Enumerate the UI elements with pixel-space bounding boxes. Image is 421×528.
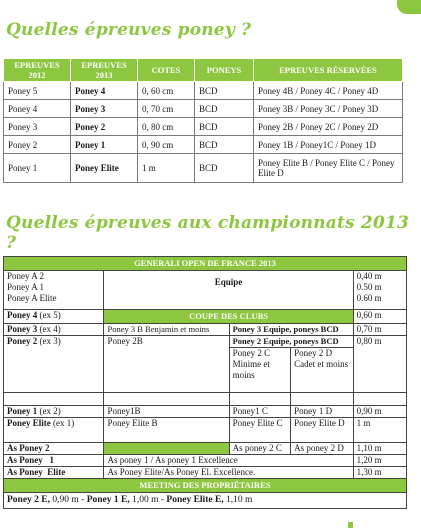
elite-c-cell: Poney Elite C [229, 418, 291, 443]
equipe-cell: Equipe [104, 271, 353, 310]
height-poney3: 0,70 m [353, 324, 406, 336]
cell-reservees: Poney 4B / Poney 4C / Poney 4D [254, 82, 403, 100]
poney2-c-cell: Poney 2 C Minime et moins [229, 348, 291, 393]
label-as-poney1: As Poney 1 [4, 455, 104, 467]
cell-2012: Poney 2 [4, 136, 71, 154]
as-poney1-cell: As poney 1 / As poney 1 Excellence [104, 455, 353, 467]
height-poney4: 0,60 m [353, 310, 406, 324]
cell-reservees: Poney 1B / Poney1C / Poney 1D [254, 136, 403, 154]
spacer-cell [291, 393, 354, 406]
cell-poneys: BCD [195, 82, 254, 100]
height-poney1: 0,90 m [353, 406, 406, 418]
cell-reservees: Poney 3B / Poney 3C / Poney 3D [254, 100, 403, 118]
spacer-cell [353, 393, 406, 406]
header-cotes: COTES [138, 59, 195, 82]
label-note: (ex 1) [53, 418, 75, 428]
poney2-equipe-cell: Poney 2 Equipe, poneys BCD [229, 336, 353, 348]
meeting-poney1: Poney 1 E, [86, 495, 130, 505]
height-as-poney-elite: 1,30 m [353, 467, 406, 479]
cell-2013: Poney 4 [71, 82, 138, 100]
label-text: Poney 4 [7, 310, 38, 320]
cell-cote: 1 m [138, 154, 195, 183]
label-poney2 [4, 336, 104, 393]
meeting-poney-elite: Poney Elite E, [166, 495, 224, 505]
label-poney-a-elite: Poney A Elite [7, 293, 57, 303]
championnats-table [3, 256, 407, 509]
height-as-poney2: 1,10 m [353, 443, 406, 455]
table-row [4, 118, 403, 136]
label-note: (ex 3) [39, 336, 61, 346]
epreuves-poney-table [3, 58, 403, 183]
label-text: Poney Elite [7, 418, 51, 428]
poney2-b-cell: Poney 2B [104, 336, 229, 393]
label-note: (ex 4) [39, 324, 61, 334]
cell-poneys: BCD [195, 100, 254, 118]
section-title-championnats: Quelles épreuves aux championnats 2013 ? [6, 213, 410, 253]
cell-2012: Poney 3 [4, 118, 71, 136]
section-title-epreuves-poney: Quelles épreuves poney ? [6, 20, 252, 40]
label-poney3 [4, 324, 104, 336]
label-poney4 [4, 310, 104, 324]
label-note: (ex 5) [39, 310, 61, 320]
as-poney-elite-cell: As Poney Elite/As Poney El. Excellence. [104, 467, 353, 479]
coupe-des-clubs-banner: COUPE DES CLUBS [104, 310, 353, 324]
table-row [4, 100, 403, 118]
label-text: Poney 1 [7, 406, 38, 416]
cell-poneys: BCD [195, 154, 254, 183]
cell-2013: Poney 2 [71, 118, 138, 136]
label-text: Poney 2 [7, 336, 38, 346]
elite-d-cell: Poney Elite D [291, 418, 354, 443]
meeting-poney2: Poney 2 E, [7, 495, 51, 505]
cell-2012: Poney 5 [4, 82, 71, 100]
meeting-banner: MEETING DES PROPRIÉTAIRES [4, 479, 407, 493]
cell-reservees: Poney Elite B / Poney Elite C / Poney Elite D [254, 154, 403, 183]
table-row [4, 154, 403, 183]
label-as-poney-elite: As Poney Elite [4, 467, 104, 479]
height-as-poney1: 1,20 m [353, 455, 406, 467]
poney1-b-cell: Poney1B [104, 406, 229, 418]
height-elite: 1 m [353, 418, 406, 443]
as-poney2-c-cell: As poney 2 C [229, 443, 291, 455]
as-poney2-green-cell [104, 443, 229, 455]
table-row [4, 82, 403, 100]
cell-cote: 0, 80 cm [138, 118, 195, 136]
open-de-france-banner: GENERALI OPEN DE FRANCE 2013 [4, 257, 407, 271]
equipe-labels-cell [4, 271, 104, 310]
table-row [4, 136, 403, 154]
corner-decoration [397, 0, 421, 14]
table-header-row [4, 59, 403, 82]
cell-2013: Poney 3 [71, 100, 138, 118]
poney3-equipe-cell: Poney 3 Equipe, poneys BCD [229, 324, 353, 336]
cell-2012: Poney 4 [4, 100, 71, 118]
label-poney1 [4, 406, 104, 418]
corner-mark [348, 522, 353, 528]
cell-2013: Poney Elite [71, 154, 138, 183]
label-note: (ex 2) [39, 406, 61, 416]
elite-b-cell: Poney Elite B [104, 418, 229, 443]
poney1-d-cell: Poney 1 D [291, 406, 354, 418]
height-a-elite: 0.60 m [356, 293, 382, 303]
label-text: Poney 3 [7, 324, 38, 334]
meeting-poney-elite-value: 1,10 m [223, 495, 253, 505]
height-a1: 0.50 m [356, 282, 382, 292]
cell-cote: 0, 60 cm [138, 82, 195, 100]
label-poney-a2: Poney A 2 [7, 271, 45, 281]
cell-cote: 0, 70 cm [138, 100, 195, 118]
as-poney2-d-cell: As poney 2 D [291, 443, 354, 455]
poney2-d-cell: Poney 2 D Cadet et moins [291, 348, 354, 393]
spacer-cell [4, 393, 104, 406]
header-poneys: PONEYS [195, 59, 254, 82]
cell-2012: Poney 1 [4, 154, 71, 183]
meeting-poney1-value: 1,00 m - [129, 495, 167, 505]
cell-reservees: Poney 2B / Poney 2C / Poney 2D [254, 118, 403, 136]
cell-poneys: BCD [195, 136, 254, 154]
meeting-line [4, 493, 407, 509]
cell-cote: 0, 90 cm [138, 136, 195, 154]
label-poney-elite [4, 418, 104, 443]
header-epreuves-2012: EPREUVES 2012 [4, 59, 71, 82]
header-epreuves-2013: EPREUVES 2013 [71, 59, 138, 82]
spacer-cell [104, 393, 229, 406]
equipe-heights-cell [353, 271, 406, 310]
label-as-poney2: As Poney 2 [4, 443, 104, 455]
meeting-poney2-value: 0,90 m - [50, 495, 87, 505]
height-a2: 0,40 m [356, 271, 382, 281]
poney3-b-cell: Poney 3 B Benjamin et moins [104, 324, 229, 336]
height-poney2: 0,80 m [353, 336, 406, 393]
cell-poneys: BCD [195, 118, 254, 136]
label-poney-a1: Poney A 1 [7, 282, 45, 292]
header-epreuves-reservees: EPREUVES RÉSERVÉES [254, 59, 403, 82]
cell-2013: Poney 1 [71, 136, 138, 154]
poney1-c-cell: Poney1 C [229, 406, 291, 418]
spacer-cell [229, 393, 291, 406]
